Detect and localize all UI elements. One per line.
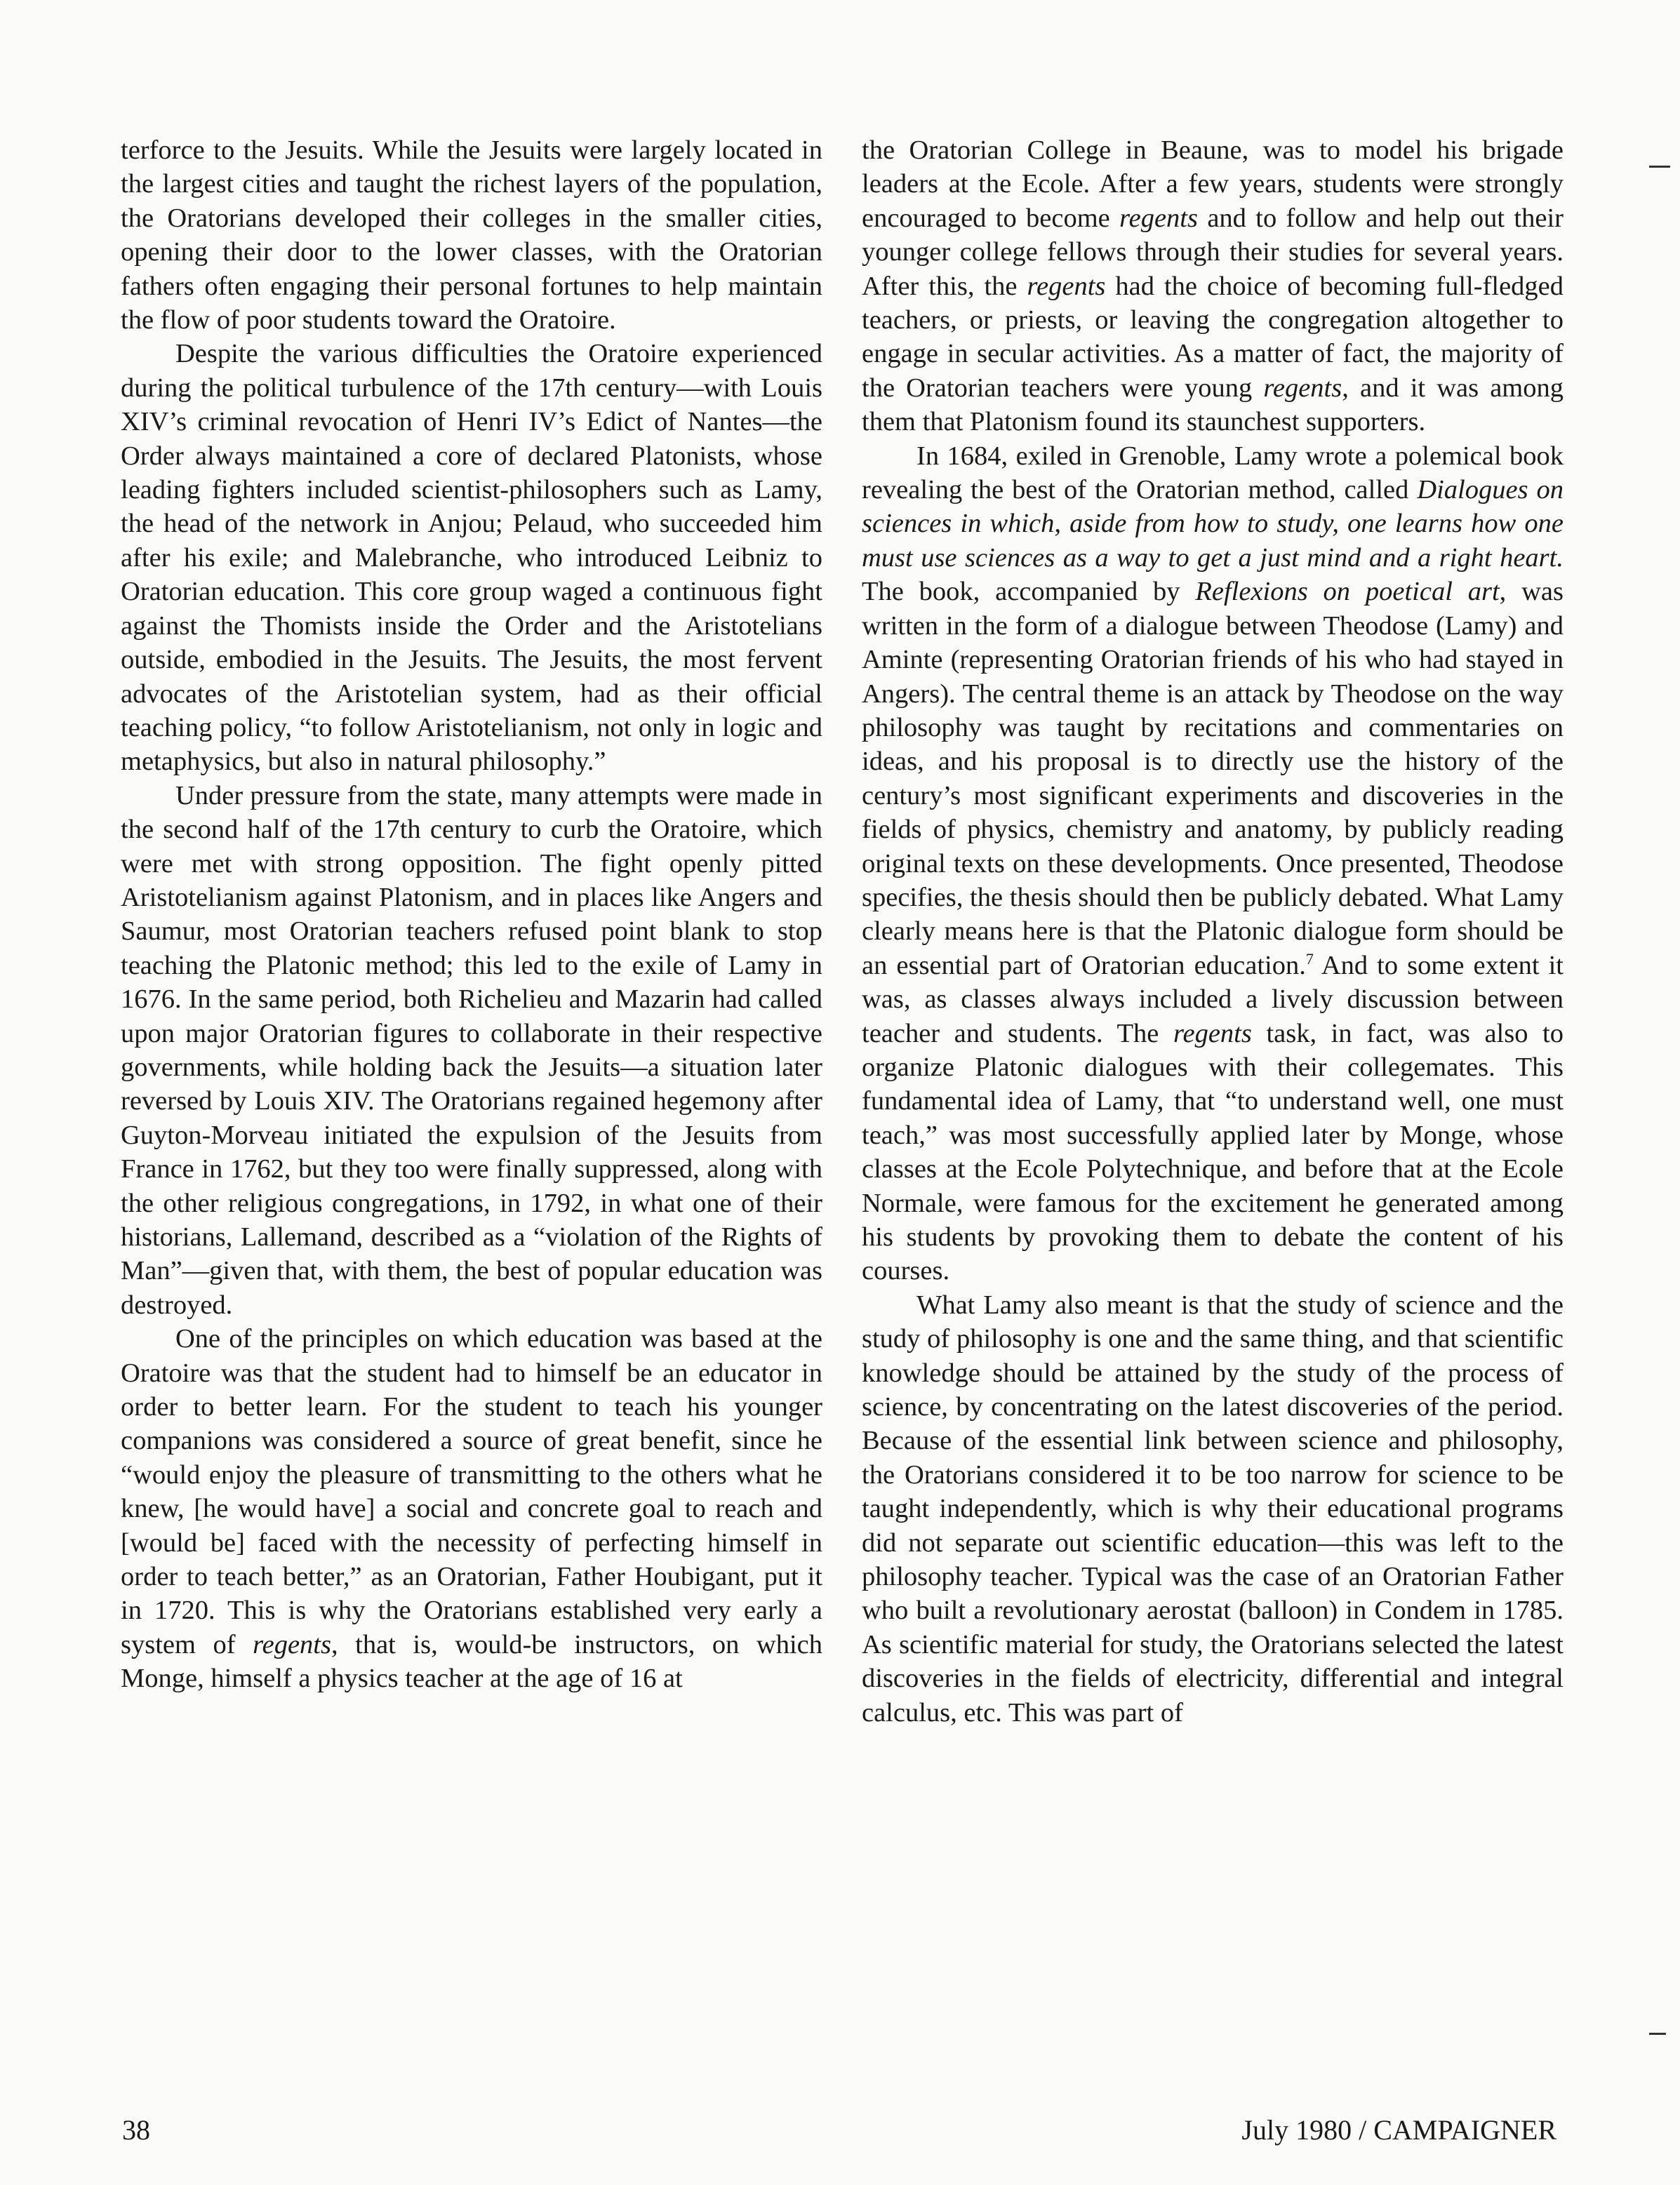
paragraph: Under pressure from the state, many attempts were made in the second half of the 17th century to curb the Oratoire, which were met with strong opposition. The fight openly pitted Aristotelianism against Platonism, and in places like Angers and Saumur, most Oratorian teachers refused point blank to stop teaching the Platonic method; this led to the exile of Lamy in 1676. In the same period, both Richelieu and Mazarin had called upon major Oratorian figures to collaborate in their respective governments, while holding back the Jesuits—a situation later reversed by Louis XIV. The Oratorians regained hegemony after Guyton-Morveau initiated the expulsion of the Jesuits from France in 1762, but they too were finally suppressed, along with the other religious congregations, in 1792, in what one of their historians, Lallemand, described as a “violation of the Rights of Man”—given that, with them, the best of popular education was destroyed. <box>121 780 822 1320</box>
book-title: Reflexions on poetical art <box>1195 577 1500 607</box>
scan-mark <box>1649 2033 1666 2035</box>
italic-term: regents <box>1173 1018 1252 1048</box>
paragraph: In 1684, exiled in Grenoble, Lamy wrote a polemical book revealing the best of the Oratorian method, called Dialogues on sciences in which, aside from how to study, one learns how one must use sciences as a way to get a just mind and a right heart. The book, accompanied by Reflexions on poetical art, was written in the form of a dialogue between Theodose (Lamy) and Aminte (representing Oratorian friends of his who had stayed in Angers). The central theme is an attack by Theodose on the way philosophy was taught by recitations and commentaries on ideas, and his proposal is to directly use the history of the century’s most significant experiments and discoveries in the fields of physics, chemistry and anatomy, by publicly reading original texts on these developments. Once presented, Theodose specifies, the thesis should then be publicly debated. What Lamy clearly means here is that the Platonic dialogue form should be an essential part of Oratorian education.$^7$ And to some extent it was, as classes always included a lively discussion between teacher and students. The regents task, in fact, was also to organize Platonic dialogues with their collegemates. This fundamental idea of Lamy, that “to understand well, one must teach,” was most successfully applied later by Monge, whose classes at the Ecole Polytechnique, and before that at the Ecole Normale, were famous for the excitement he generated among his students by provoking them to debate the content of his courses. <box>862 441 1564 1286</box>
paragraph: terforce to the Jesuits. While the Jesuits were largely located in the largest cities and taught the richest layers of the population, the Oratorians developed their colleges in the smaller cities, opening their door to the lower classes, with the Oratorian fathers often engaging their personal fortunes to help maintain the flow of poor students toward the Oratoire. <box>121 135 822 335</box>
paragraph: Despite the various difficulties the Oratoire experienced during the political turbulence of the 17th century—with Louis XIV’s criminal revocation of Henri IV’s Edict of Nantes—the Order always maintained a core of declared Platonists, whose leading fighters included scientist-philosophers such as Lamy, the head of the network in Anjou; Pelaud, who succeeded him after his exile; and Malebranche, who introduced Leibniz to Oratorian education. This core group waged a continuous fight against the Thomists inside the Order and the Aristotelians outside, embodied in the Jesuits. The Jesuits, the most fervent advocates of the Aristotelian system, had as their official teaching policy, “to follow Aristotelianism, not only in logic and metaphysics, but also in natural philosophy.” <box>121 339 822 777</box>
paragraph: the Oratorian College in Beaune, was to model his brigade leaders at the Ecole. After a few years, students were strongly encouraged to become regents and to follow and help out their younger college fellows through their studies for several years. After this, the regents had the choice of becoming full-fledged teachers, or priests, or leaving the congregation altogether to engage in secular activities. As a matter of fact, the majority of the Oratorian teachers were young regents, and it was among them that Platonism found its staunchest supporters. <box>862 135 1564 437</box>
publication-line: July 1980 / CAMPAIGNER <box>1241 2114 1556 2146</box>
footnote-ref: 7 <box>1305 949 1314 968</box>
right-column <box>862 133 1564 1730</box>
italic-term: regents <box>1027 271 1106 301</box>
book-title: Dialogues on sciences in which, aside from how to study, one learns how one must use sciences as a way to get a just mind and a right heart. <box>862 475 1564 573</box>
scan-mark <box>1649 166 1670 168</box>
italic-term: regents <box>1263 373 1342 403</box>
italic-term: regents <box>253 1629 331 1659</box>
left-column <box>121 133 822 1696</box>
paragraph: What Lamy also meant is that the study of science and the study of philosophy is one and the same thing, and that scientific knowledge should be attained by the study of the process of science, by concentrating on the latest discoveries of the period. Because of the essential link between science and philosophy, the Oratorians considered it to be too narrow for science to be taught independently, which is why their educational programs did not separate out scientific education—this was left to the philosophy teacher. Typical was the case of an Oratorian Father who built a revolutionary aerostat (balloon) in Condem in 1785. As scientific material for study, the Oratorians selected the latest discoveries in the fields of electricity, differential and integral calculus, etc. This was part of <box>862 1290 1564 1728</box>
paragraph: One of the principles on which education was based at the Oratoire was that the student had to himself be an educator in order to better learn. For the student to teach his younger companions was considered a source of great benefit, since he “would enjoy the pleasure of transmitting to the others what he knew, [he would have] a social and concrete goal to reach and [would be] faced with the necessity of perfecting himself in order to teach better,” as an Oratorian, Father Houbigant, put it in 1720. This is why the Oratorians established very early a system of regents, that is, would-be instructors, on which Monge, himself a physics teacher at the age of 16 at <box>121 1324 822 1694</box>
italic-term: regents <box>1119 203 1198 233</box>
page-number: 38 <box>122 2114 150 2146</box>
